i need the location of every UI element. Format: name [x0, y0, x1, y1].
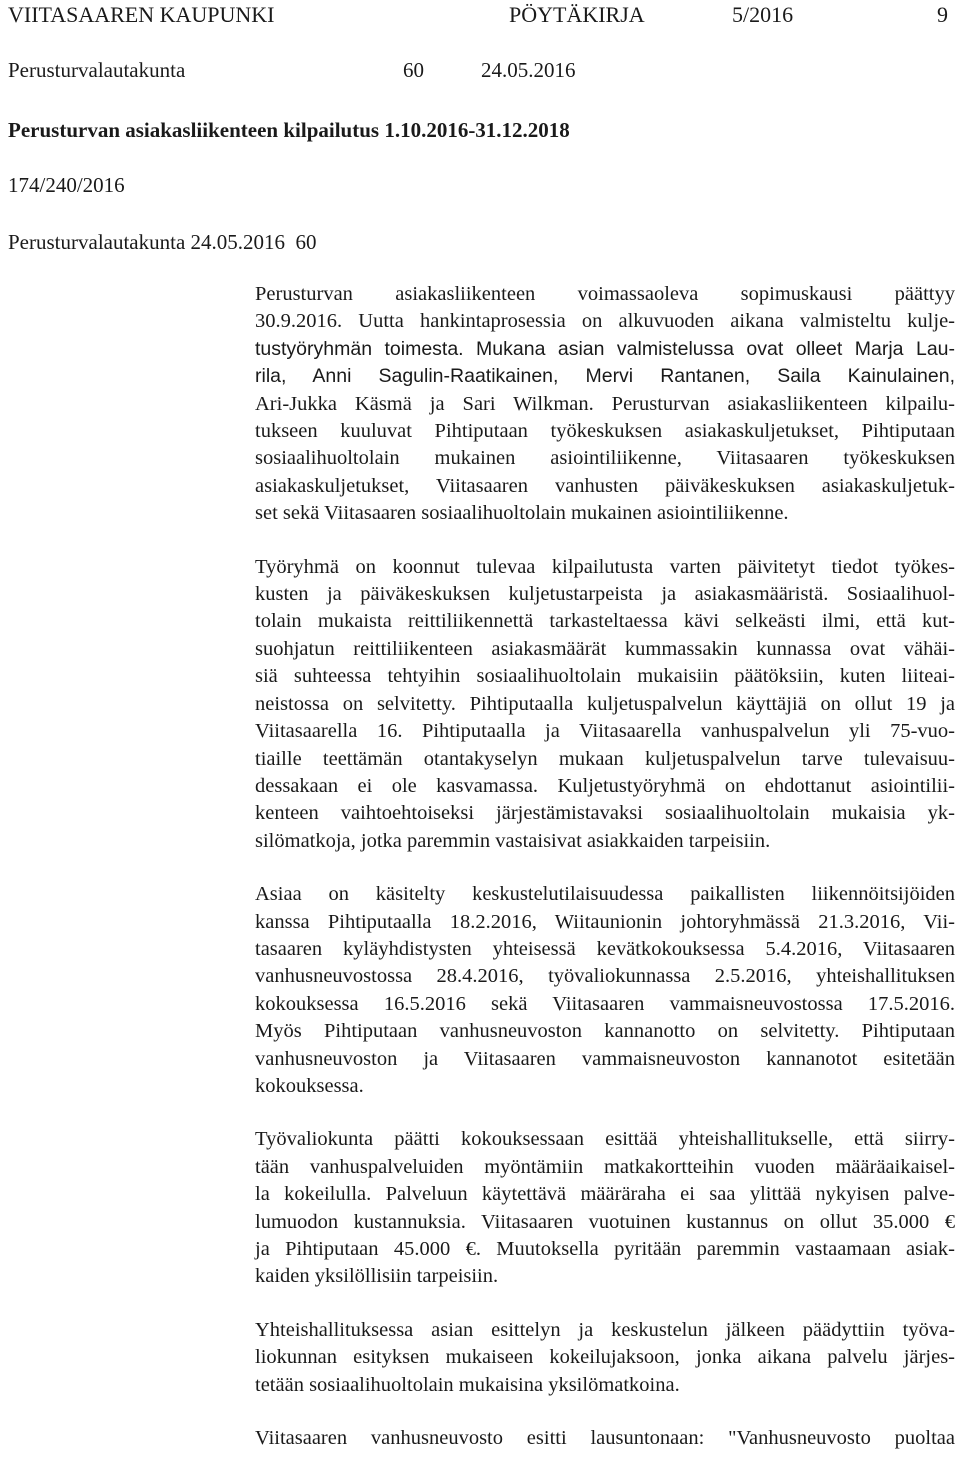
paragraph-3	[255, 881, 955, 1100]
paragraph-2	[255, 554, 955, 855]
text-line: Viitasaarella 16. Pihtiputaalla ja Viitasaarella vanhuspalvelun yli 75-vuo-	[255, 720, 955, 743]
meeting-date: 24.05.2016	[481, 58, 576, 82]
text-line: tustyöryhmän toimesta. Mukana asian valmistelussa ovat olleet Marja Lau-	[255, 337, 955, 360]
text-line: dessakaan ei ole kasvamassa. Kuljetustyöryhmä on ehdottanut asiointilii-	[255, 774, 955, 797]
text-line: ja Pihtiputaan 45.000 €. Muutoksella pyritään paremmin vastaamaan asiak-	[255, 1238, 955, 1260]
text-line: tolain mukaista reittiliikennettä tarkasteltaessa kävi selkeästi ilmi, että kut-	[255, 610, 955, 633]
paragraph-4	[255, 1126, 955, 1290]
committee-name: Perusturvalautakunta	[8, 58, 186, 82]
paragraph-6	[255, 1425, 955, 1452]
text-line: Viitasaaren vanhusneuvosto esitti lausuntonaan: "Vanhusneuvosto puoltaa	[255, 1427, 955, 1450]
text-line: kaiden yksilöllisiin tarpeisiin.	[255, 1265, 499, 1288]
text-line: asiakaskuljetukset, Viitasaaren vanhusten päiväkeskuksen asiakaskuljetuk-	[255, 474, 955, 497]
text-line: neistossa on selvitetty. Pihtiputaalla kuljetuspalvelun käyttäjiä on ollut 19 ja	[255, 692, 955, 715]
meeting-ref-section: 60	[295, 230, 317, 254]
section-number: 60	[403, 58, 424, 82]
text-line: Asiaa on käsitelty keskustelutilaisuudessa paikallisten liikennöitsijöiden	[255, 883, 955, 906]
text-line: kusten ja päiväkeskuksen kuljetustarpeista ja asiakasmääristä. Sosiaalihuol-	[255, 583, 955, 606]
text-line: silömatkoja, jotka paremmin vastaisivat asiakkaiden tarpeisiin.	[255, 829, 771, 852]
text-line: vanhusneuvostossa 28.4.2016, työvaliokunnassa 2.5.2016, yhteishallituksen	[255, 965, 955, 988]
text-line: kanssa Pihtiputaalla 18.2.2016, Wiitaunionin johtoryhmässä 21.3.2016, Vii-	[255, 910, 955, 933]
page-number: 9	[937, 2, 948, 27]
text-line: suohjatun reittiliikenteen asiakasmäärät kummassakin kunnassa ovat vähäi-	[255, 637, 955, 660]
paragraph-5	[255, 1317, 955, 1399]
text-line: 30.9.2016. Uutta hankintaprosessia on alkuvuoden aikana valmisteltu kulje-	[255, 310, 955, 333]
document-type: PÖYTÄKIRJA	[509, 2, 645, 27]
text-line: tasaaren kyläyhdistysten yhteisessä kevätkokouksessa 5.4.2016, Viitasaaren	[255, 937, 955, 960]
text-line: vanhusneuvoston ja Viitasaaren vammaisneuvoston kannanotot esitetään	[255, 1047, 955, 1070]
text-line: Ari-Jukka Käsmä ja Sari Wilkman. Perusturvan asiakasliikenteen kilpailu-	[255, 392, 955, 415]
text-line: kokouksessa.	[255, 1074, 364, 1097]
item-reference: 174/240/2016	[8, 173, 125, 197]
text-line: Perusturvan asiakasliikenteen voimassaoleva sopimuskausi päättyy	[255, 283, 955, 305]
text-line: liokunnan esityksen mukaiseen kokeilujaksoon, jonka aikana palvelu järjes-	[255, 1346, 955, 1369]
text-line: kokouksessa 16.5.2016 sekä Viitasaaren vammaisneuvostossa 17.5.2016.	[255, 992, 955, 1015]
text-line: Yhteishallituksessa asian esittelyn ja keskustelun jälkeen päädyttiin työva-	[255, 1318, 955, 1341]
meeting-ref-text: Perusturvalautakunta 24.05.2016	[8, 230, 286, 254]
text-line: tiaille teettämän otantakyselyn mukaan kuljetuspalvelun tarve tulevaisuu-	[255, 747, 955, 770]
text-line: la kokeilulla. Palveluun käytettävä määräraha ei saa ylittää nykyisen palve-	[255, 1183, 955, 1206]
text-line: set sekä Viitasaaren sosiaalihuoltolain mukainen asiointiliikenne.	[255, 502, 789, 525]
text-line: siä suhteessa tehtyihin sosiaalihuoltolain mukaisiin päätöksiin, kuten liiteai-	[255, 665, 955, 688]
document-number: 5/2016	[732, 2, 794, 27]
text-line: sosiaalihuoltolain mukainen asiointiliikenne, Viitasaaren työkeskuksen	[255, 447, 955, 470]
item-title: Perusturvan asiakasliikenteen kilpailutus 1.10.2016-31.12.2018	[8, 118, 570, 142]
text-line: tukseen kuuluvat Pihtiputaan työkeskuksen asiakaskuljetukset, Pihtiputaan	[255, 420, 955, 443]
text-line: Työryhmä on koonnut tulevaa kilpailutusta varten päivitetyt tiedot työkes-	[255, 555, 955, 578]
organization-name: VIITASAAREN KAUPUNKI	[8, 2, 275, 27]
text-line: Myös Pihtiputaan vanhusneuvoston kannanotto on selvitetty. Pihtiputaan	[255, 1020, 955, 1043]
paragraph-1	[255, 281, 955, 528]
text-line: Työvaliokunta päätti kokouksessaan esittää yhteishallitukselle, että siirry-	[255, 1128, 955, 1151]
text-line: lumuodon kustannuksia. Viitasaaren vuotuinen kustannus on ollut 35.000 €	[255, 1210, 955, 1233]
meeting-reference	[8, 229, 317, 255]
text-line: tään vanhuspalveluiden myöntämiin matkakortteihin vuoden määräaikaisel-	[255, 1155, 955, 1178]
text-line: kenteen vaihtoehtoiseksi järjestämistavaksi sosiaalihuoltolain mukaisia yk-	[255, 802, 955, 825]
text-line: rila, Anni Sagulin-Raatikainen, Mervi Rantanen, Saila Kainulainen,	[255, 365, 955, 388]
text-line: tetään sosiaalihuoltolain mukaisina yksilömatkoina.	[255, 1373, 680, 1396]
item-body	[255, 281, 955, 1478]
